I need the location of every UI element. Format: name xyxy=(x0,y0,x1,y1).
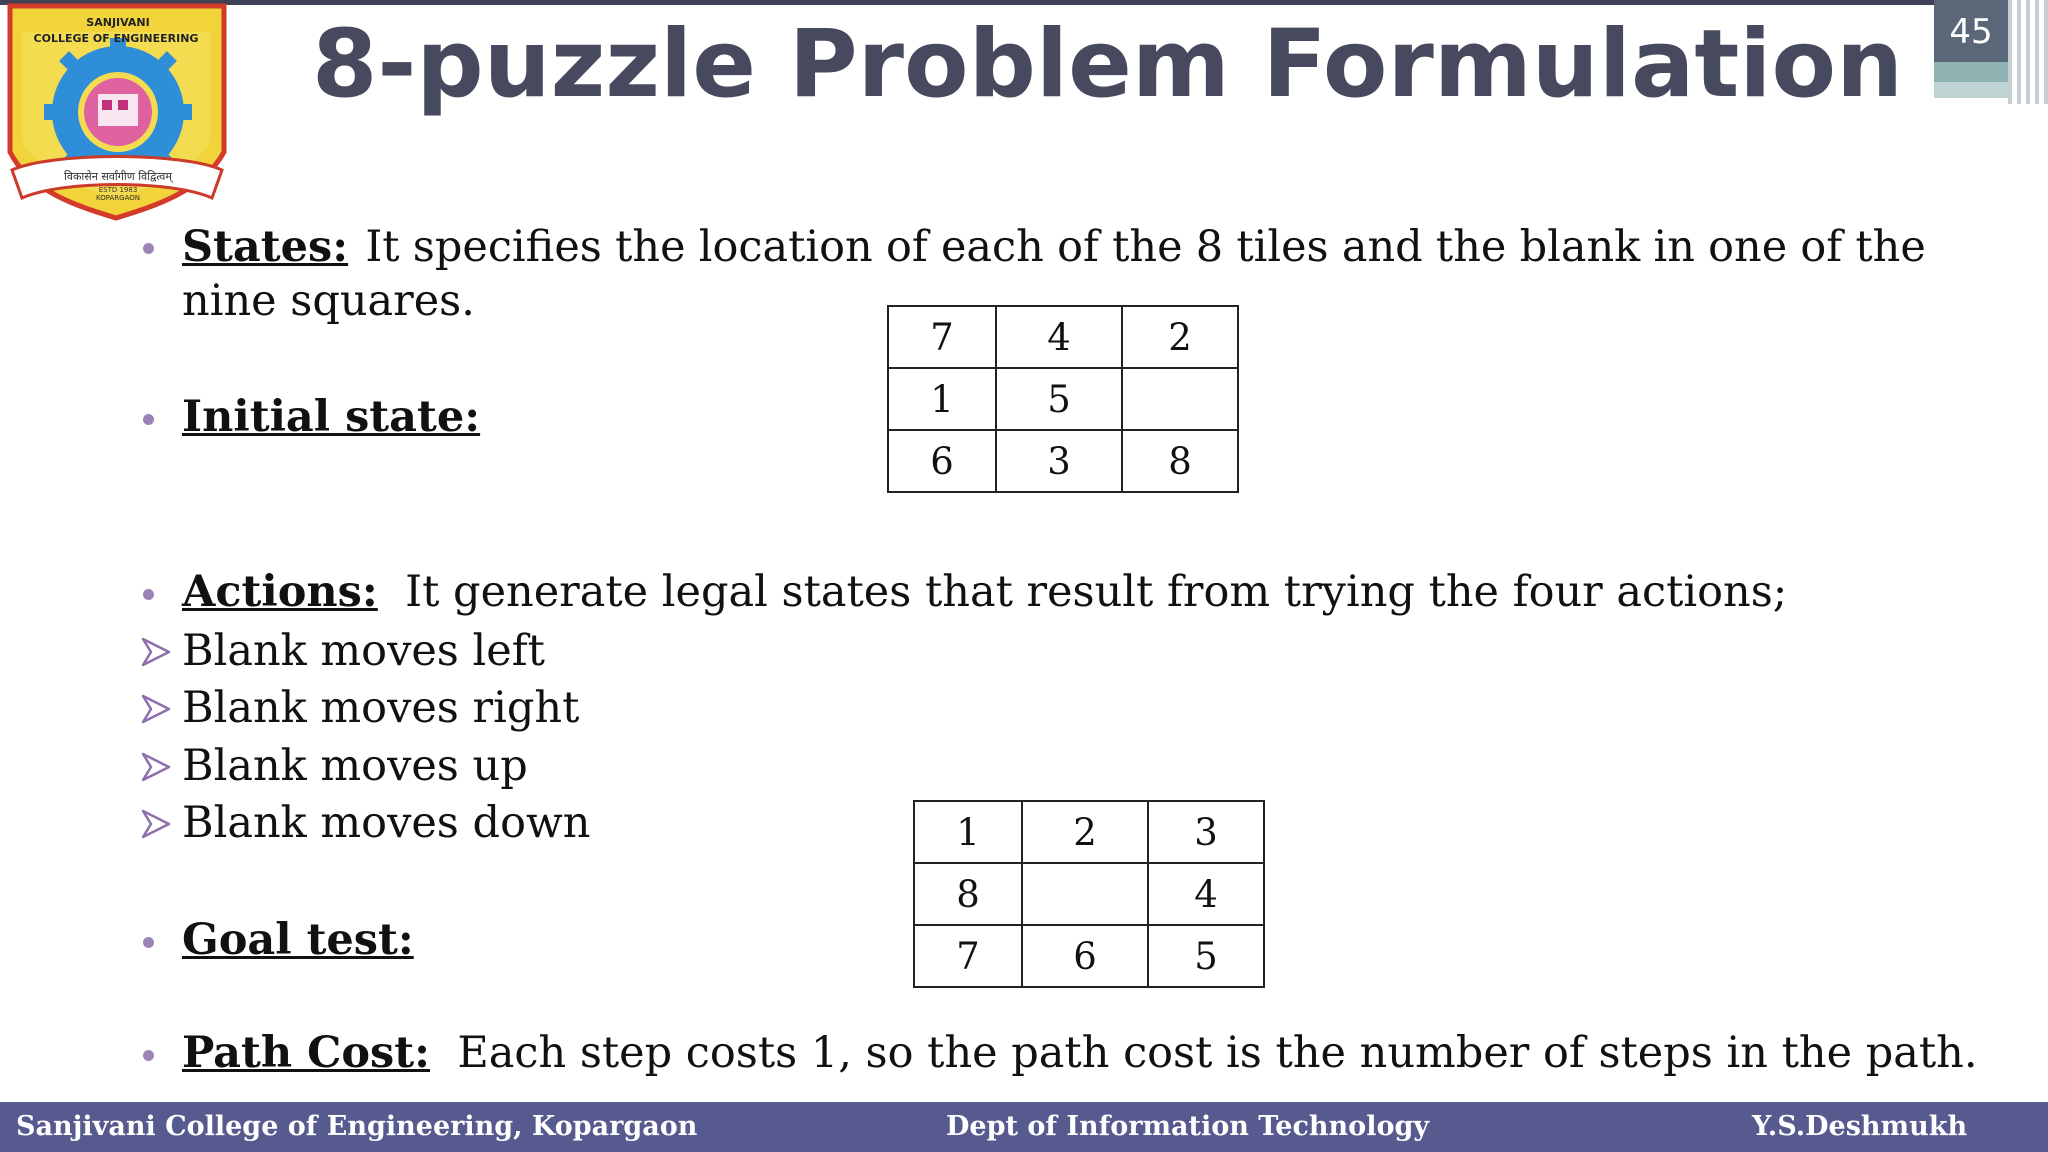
states-line-2: nine squares. xyxy=(182,276,475,326)
path-cost-line xyxy=(182,1026,1978,1080)
states-word: location xyxy=(698,222,873,272)
action-item: Blank moves right xyxy=(182,683,580,733)
states-word: specifies xyxy=(412,222,602,272)
grid-cell xyxy=(1122,368,1238,430)
states-word: the xyxy=(615,222,686,272)
logo-college-top: SANJIVANI xyxy=(86,16,150,29)
states-word: of xyxy=(1800,222,1843,272)
path-cost-label: Path Cost: xyxy=(182,1028,430,1078)
grid-cell: 2 xyxy=(1022,801,1148,863)
states-word: the xyxy=(1435,222,1507,272)
states-line-1 xyxy=(182,220,1926,276)
goal-test-label: Goal test: xyxy=(182,915,414,965)
states-word: each xyxy=(940,222,1044,272)
slide-number-badge xyxy=(1934,0,2048,104)
grid-cell: 7 xyxy=(888,306,996,368)
states-word: the xyxy=(1855,222,1926,272)
states-word: tiles xyxy=(1236,222,1329,272)
logo-place: KOPARGAON xyxy=(96,194,140,202)
initial-state-label: Initial state: xyxy=(182,392,481,442)
action-item: Blank moves left xyxy=(182,626,545,676)
grid-cell: 5 xyxy=(1148,925,1264,987)
top-rule xyxy=(0,0,1934,5)
grid-cell: 8 xyxy=(1122,430,1238,492)
initial-state-grid xyxy=(887,305,1239,493)
bullet-dot xyxy=(143,243,154,254)
slide-number: 45 xyxy=(1949,12,1993,52)
states-word: blank xyxy=(1519,222,1641,272)
grid-cell: 3 xyxy=(996,430,1122,492)
arrow-bullet-icon xyxy=(140,808,172,840)
grid-cell: 6 xyxy=(888,430,996,492)
footer-department: Dept of Information Technology xyxy=(946,1111,1430,1142)
logo-college-bottom: COLLEGE OF ENGINEERING xyxy=(33,32,199,45)
grid-cell xyxy=(1022,863,1148,925)
actions-text: It generate legal states that result from trying the four actions; xyxy=(405,567,1788,617)
states-word: of xyxy=(1057,222,1099,272)
footer-bar xyxy=(0,1102,2048,1152)
footer-author: Y.S.Deshmukh xyxy=(1752,1111,1968,1142)
corner-line-pattern xyxy=(2008,0,2048,104)
states-label: States: xyxy=(182,222,349,272)
states-word: of xyxy=(885,222,928,272)
slide-title: 8-puzzle Problem Formulation xyxy=(312,10,1904,119)
states-word: 8 xyxy=(1195,222,1224,272)
states-word: and xyxy=(1341,222,1423,272)
corner-accent-stripe xyxy=(1934,62,2008,82)
bullet-dot xyxy=(143,937,154,948)
grid-cell: 1 xyxy=(888,368,996,430)
college-crest-icon xyxy=(2,2,230,224)
bullet-dot xyxy=(143,589,154,600)
grid-cell: 6 xyxy=(1022,925,1148,987)
grid-cell: 8 xyxy=(914,863,1022,925)
arrow-bullet-icon xyxy=(140,751,172,783)
action-item: Blank moves up xyxy=(182,741,528,791)
states-word: in xyxy=(1653,222,1695,272)
grid-cell: 4 xyxy=(996,306,1122,368)
grid-cell: 7 xyxy=(914,925,1022,987)
path-cost-text: Each step costs 1, so the path cost is the number of steps in the path. xyxy=(457,1028,1978,1078)
grid-cell: 4 xyxy=(1148,863,1264,925)
states-word: the xyxy=(1112,222,1183,272)
logo-estd: ESTD 1983 xyxy=(98,186,138,194)
states-word: one xyxy=(1708,222,1788,272)
arrow-bullet-icon xyxy=(140,636,172,668)
corner-accent-stripe-light xyxy=(1934,82,2008,98)
action-item: Blank moves down xyxy=(182,798,591,848)
actions-line xyxy=(182,565,1787,619)
logo-motto: विकासेन सर्वांगीण विद्वित्वम् xyxy=(64,170,172,183)
bullet-dot xyxy=(143,414,154,425)
arrow-bullet-icon xyxy=(140,693,172,725)
grid-cell: 2 xyxy=(1122,306,1238,368)
goal-state-grid xyxy=(913,800,1265,988)
actions-label: Actions: xyxy=(182,567,378,617)
states-word: It xyxy=(365,222,400,272)
grid-cell: 3 xyxy=(1148,801,1264,863)
footer-college: Sanjivani College of Engineering, Kopargaon xyxy=(16,1111,698,1142)
grid-cell: 5 xyxy=(996,368,1122,430)
grid-cell: 1 xyxy=(914,801,1022,863)
bullet-dot xyxy=(143,1050,154,1061)
